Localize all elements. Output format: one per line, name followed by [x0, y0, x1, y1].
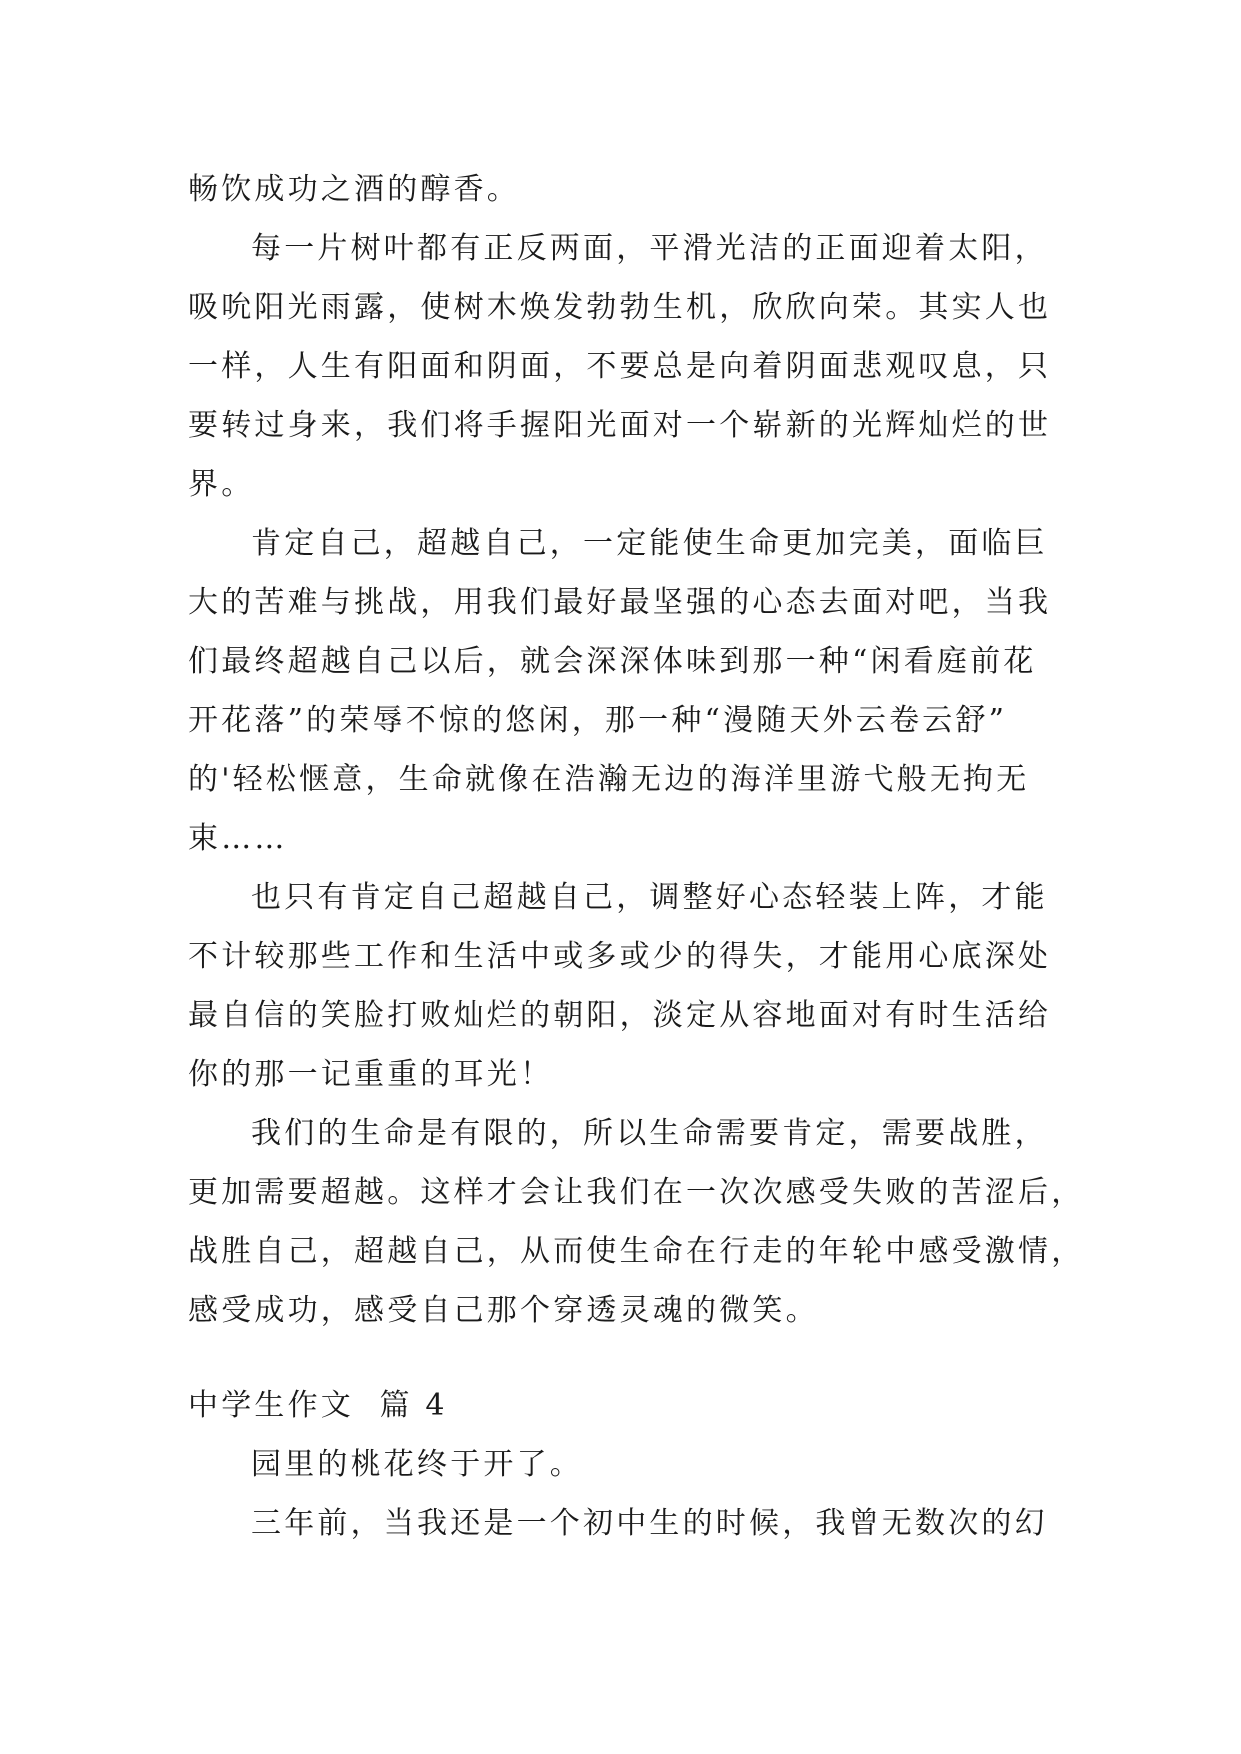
paragraph	[188, 219, 1068, 514]
text-line: 感受成功，感受自己那个穿透灵魂的微笑。	[188, 1293, 819, 1328]
text-line: 肯定自己，超越自己，一定能使生命更加完美，面临巨	[251, 526, 1048, 561]
text-line: 园里的桃花终于开了。	[251, 1447, 583, 1482]
text-line: 三年前，当我还是一个初中生的时候，我曾无数次的幻	[251, 1506, 1048, 1541]
text-line: 你的那一记重重的耳光！	[188, 1057, 554, 1092]
text-line: 们最终超越自己以后，就会深深体味到那一种“闲看庭前花	[188, 644, 1037, 679]
text-line: 每一片树叶都有正反两面，平滑光洁的正面迎着太阳，	[251, 231, 1048, 266]
section-gap	[188, 1340, 1068, 1376]
paragraph	[188, 1494, 1068, 1553]
text-line: 更加需要超越。这样才会让我们在一次次感受失败的苦涩后，	[188, 1175, 1085, 1210]
text-line: 也只有肯定自己超越自己，调整好心态轻装上阵，才能	[251, 880, 1048, 915]
section-heading: 中学生作文 篇 4	[188, 1388, 448, 1423]
text-line: 我们的生命是有限的，所以生命需要肯定，需要战胜，	[251, 1116, 1048, 1151]
text-line: 畅饮成功之酒的醇香。	[188, 172, 520, 207]
text-line: 大的苦难与挑战，用我们最好最坚强的心态去面对吧，当我	[188, 585, 1052, 620]
paragraph	[188, 514, 1068, 868]
paragraph	[188, 1104, 1085, 1340]
text-line: 的'轻松惬意，生命就像在浩瀚无边的海洋里游弋般无拘无	[188, 762, 1030, 797]
text-line: 战胜自己，超越自己，从而使生命在行走的年轮中感受激情，	[188, 1234, 1085, 1269]
paragraph	[188, 1435, 1068, 1494]
text-line: 界。	[188, 467, 255, 502]
text-line: 最自信的笑脸打败灿烂的朝阳，淡定从容地面对有时生活给	[188, 998, 1052, 1033]
text-line: 吸吮阳光雨露，使树木焕发勃勃生机，欣欣向荣。其实人也	[188, 290, 1052, 325]
text-line: 要转过身来，我们将手握阳光面对一个崭新的光辉灿烂的世	[188, 408, 1052, 443]
text-line: 束……	[188, 821, 288, 856]
document-body	[188, 160, 1085, 1553]
text-line: 开花落”的荣辱不惊的悠闲，那一种“漫随天外云卷云舒”	[188, 703, 1008, 738]
text-line: 一样，人生有阳面和阴面，不要总是向着阴面悲观叹息，只	[188, 349, 1052, 384]
text-line: 不计较那些工作和生活中或多或少的得失，才能用心底深处	[188, 939, 1052, 974]
paragraph	[188, 868, 1068, 1104]
paragraph	[188, 160, 1068, 219]
